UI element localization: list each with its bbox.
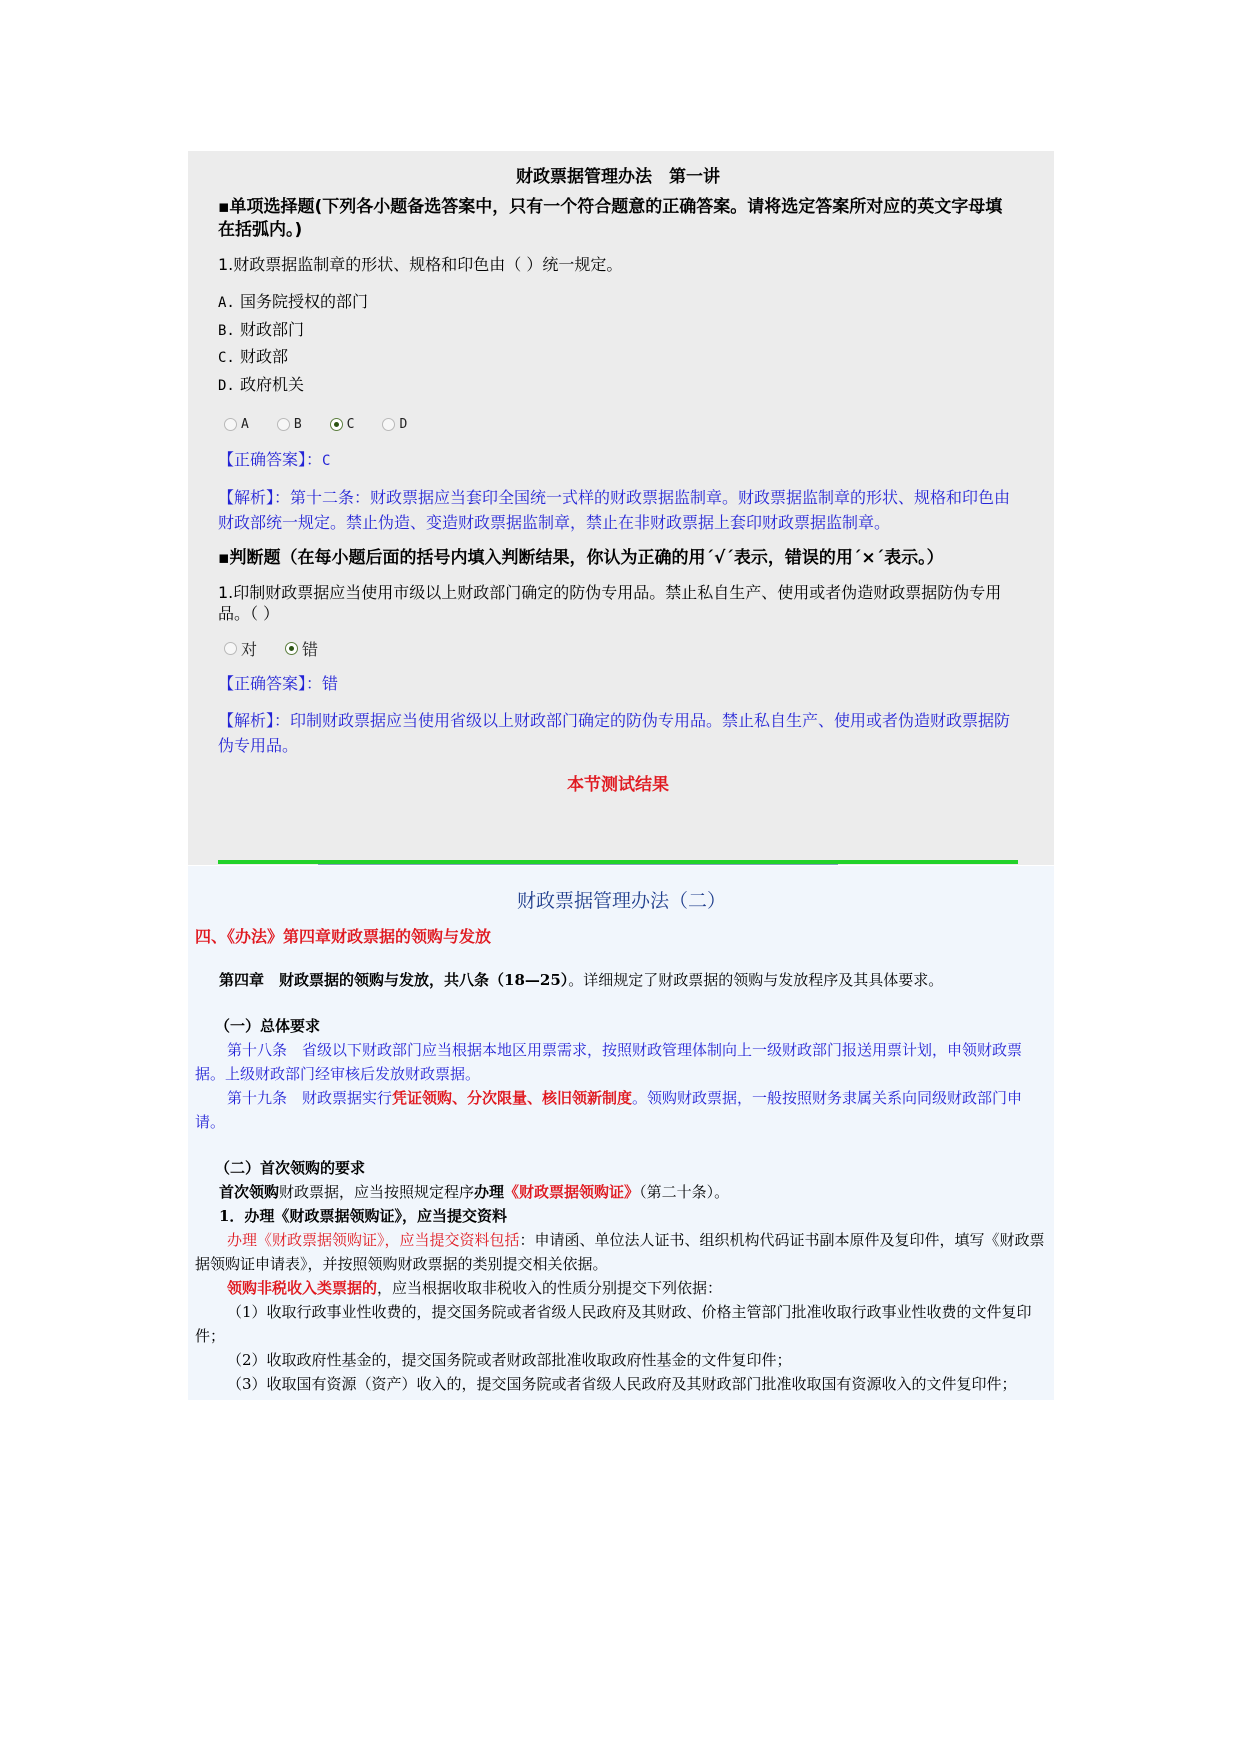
radio-c[interactable]: C (330, 417, 355, 432)
radio-b-circle[interactable] (277, 418, 290, 431)
article-18: 第十八条 省级以下财政部门应当根据本地区用票需求，按照财政管理体制向上一级财政部门报送用票计划，申领财政票据。上级财政部门经审核后发放财政票据。 (195, 1041, 1023, 1083)
quiz-title: 财政票据管理办法 第一讲 (516, 167, 720, 187)
radio-d-circle[interactable] (382, 418, 395, 431)
correct-answer-1: 【正确答案】：C (218, 450, 331, 469)
option-b: B. 财政部门 (218, 319, 304, 339)
chapter-title: 财政票据管理办法（二） (516, 890, 726, 912)
analysis-1: 【解析】：第十二条：财政票据应当套印全国统一式样的财政票据监制章。财政票据监制章的形状、规格和印色由财政部统一规定。禁止伪造、变造财政票据监制章，禁止在非财政票据上套印财政票据监制章。 (218, 488, 1011, 532)
quiz-panel (188, 151, 1054, 865)
list-item: （1）收取行政事业性收费的，提交国务院或者省级人民政府及其财政、价格主管部门批准收取行政事业性收费的文件复印件； (195, 1303, 1032, 1345)
radio-a[interactable]: A (224, 417, 249, 432)
true-false-question: 1.印制财政票据应当使用市级以上财政部门确定的防伪专用品。禁止私自生产、使用或者伪造财政票据防伪专用品。（ ） (218, 583, 1002, 623)
item1-text: 办理《财政票据领购证》，应当提交资料包括：申请函、单位法人证书、组织机构代码证书副本原件及复印件，填写《财政票据领购证申请表》，并按照领购财政票据的类别提交相关依据。 (195, 1231, 1045, 1273)
radio-false-circle[interactable] (285, 642, 298, 655)
chapter-panel (188, 866, 1054, 1400)
radio-a-circle[interactable] (224, 418, 237, 431)
chapter-summary: 第四章 财政票据的领购与发放，共八条（18—25）。详细规定了财政票据的领购与发放程序及其具体要求。 (219, 971, 944, 989)
option-c: C. 财政部 (218, 347, 288, 366)
list-item: （2）收取政府性基金的，提交国务院或者财政部批准收取政府性基金的文件复印件； (227, 1351, 792, 1369)
list-item: （3）收取国有资源（资产）收入的，提交国务院或者省级人民政府及其财政部门批准收取国有资源收入的文件复印件； (227, 1375, 1017, 1393)
article-19: 第十九条 财政票据实行凭证领购、分次限量、核旧领新制度。领购财政票据，一般按照财务隶属关系向同级财政部门申请。 (195, 1089, 1023, 1131)
radio-false[interactable]: 错 (285, 637, 318, 660)
radio-c-circle[interactable] (330, 418, 343, 431)
true-false-heading: ▪判断题（在每小题后面的括号内填入判断结果，你认为正确的用ˊ√ˊ表示，错误的用ˊ×ˊ表示。） (218, 548, 944, 568)
item1-heading: 1．办理《财政票据领购证》，应当提交资料 (219, 1207, 507, 1225)
judge-radio-group (218, 637, 1018, 659)
choice-radio-group (218, 413, 1018, 435)
result-bar-underline (318, 864, 838, 865)
radio-true-circle[interactable] (224, 642, 237, 655)
test-result-title: 本节测试结果 (567, 775, 669, 795)
option-list (218, 289, 1018, 399)
single-choice-question: 1.财政票据监制章的形状、规格和印色由（ ）统一规定。 (218, 255, 623, 274)
analysis-2: 【解析】：印制财政票据应当使用省级以上财政部门确定的防伪专用品。禁止私自生产、使用或者伪造财政票据防伪专用品。 (218, 711, 1011, 755)
radio-d[interactable]: D (382, 417, 407, 432)
radio-true[interactable]: 对 (224, 637, 257, 660)
general-requirements-heading: （一）总体要求 (215, 1017, 321, 1035)
single-choice-heading: ▪单项选择题(下列各小题备选答案中，只有一个符合题意的正确答案。请将选定答案所对应的英文字母填在括弧内。) (218, 197, 1003, 240)
option-d: D. 政府机关 (218, 374, 304, 394)
first-purchase-heading: （二）首次领购的要求 (215, 1159, 366, 1177)
chapter-section-heading: 四、《办法》第四章财政票据的领购与发放 (195, 927, 492, 946)
nontax-text: 领购非税收入类票据的，应当根据收取非税收入的性质分别提交下列依据： (227, 1279, 723, 1297)
option-a: A. 国务院授权的部门 (218, 292, 368, 311)
first-purchase-text: 首次领购财政票据，应当按照规定程序办理《财政票据领购证》（第二十条）。 (219, 1183, 730, 1201)
correct-answer-2: 【正确答案】：错 (218, 674, 339, 693)
radio-b[interactable]: B (277, 417, 302, 432)
